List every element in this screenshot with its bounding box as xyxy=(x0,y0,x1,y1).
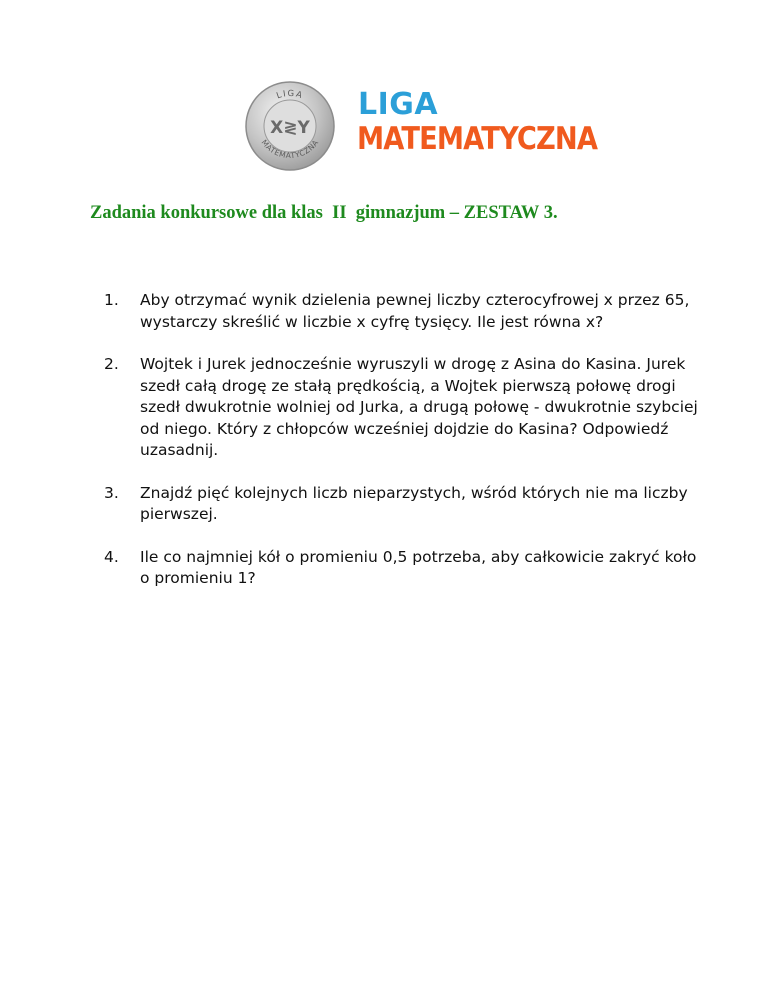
task-number: 2. xyxy=(104,355,119,373)
seal-bottom-text: MATEMATYCZNA xyxy=(259,137,321,161)
task-number: 4. xyxy=(104,547,119,566)
liga-matematyczna-logo xyxy=(244,80,598,170)
task-text: Znajdź pięć kolejnych liczb nieparzystych, wśród których nie ma liczby pierwszej. xyxy=(140,483,688,523)
page-title: Zadania konkursowe dla klas II gimnazjum – ZESTAW 3. xyxy=(90,203,558,223)
task-item-3 xyxy=(104,483,704,526)
seal-symbol: X≷Y xyxy=(270,118,310,138)
logo-word-liga: LIGA xyxy=(358,87,439,122)
task-text: Aby otrzymać wynik dzielenia pewnej liczby czterocyfrowej x przez 65, wystarczy skreślić w liczbie x cyfrę tysięcy. Ile jest równa x? xyxy=(140,291,690,331)
logo-seal xyxy=(244,80,336,172)
task-number: 3. xyxy=(104,483,119,502)
task-item-1 xyxy=(104,290,704,333)
logo-word-matematyczna: MATEMATYCZNA xyxy=(357,121,598,157)
task-item-2 xyxy=(104,354,704,462)
task-list xyxy=(104,290,704,611)
task-text: Wojtek i Jurek jednocześnie wyruszyli w drogę z Asina do Kasina. Jurek szedł całą drogę ze stałą prędkością, a Wojtek pierwszą połowę drogi szedł dwukrotnie wolniej od Jurka, a drugą połowę - dwukrotnie szybciej od niego. Który z chłopców wcześniej dojdzie do Kasina? Odpowiedź uzasadnij. xyxy=(140,355,698,459)
task-item-4 xyxy=(104,547,704,590)
task-text: Ile co najmniej kół o promieniu 0,5 potrzeba, aby całkowicie zakryć koło o promieniu 1? xyxy=(140,547,697,587)
seal-top-text: LIGA xyxy=(275,88,305,102)
task-number: 1. xyxy=(104,291,119,309)
